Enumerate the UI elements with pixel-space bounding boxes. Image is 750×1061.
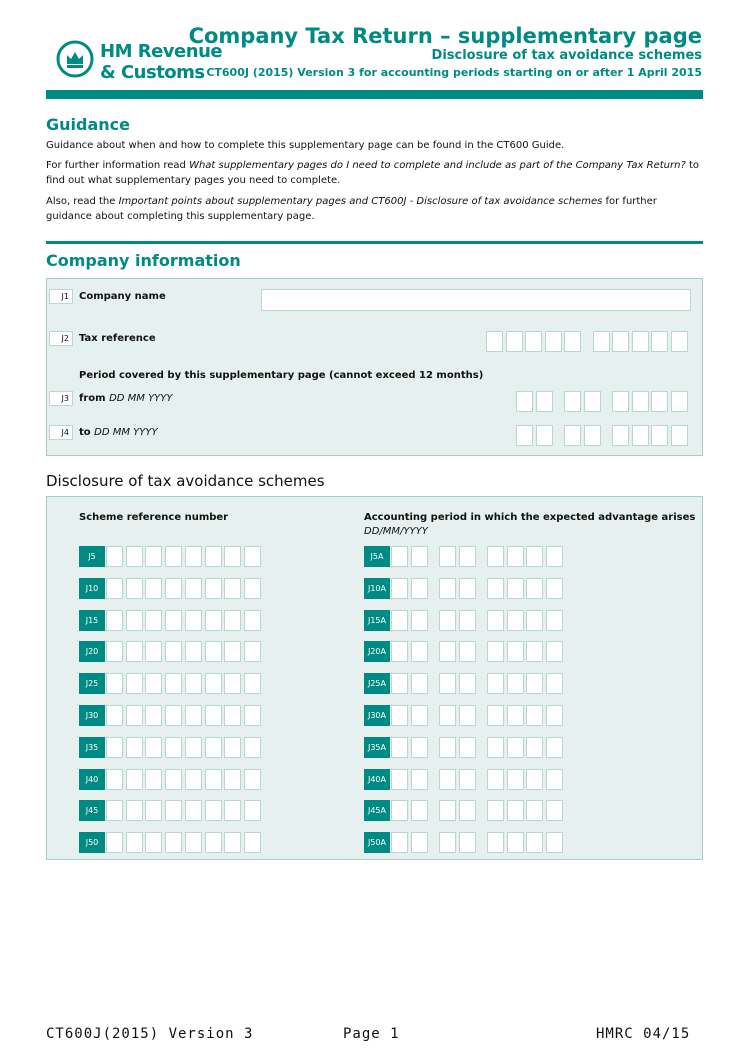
accounting-period-digit-box[interactable] [439, 832, 456, 853]
scheme-ref-digit-box[interactable] [244, 800, 261, 821]
accounting-period-digit-box[interactable] [411, 705, 428, 726]
disclosure-heading: Disclosure of tax avoidance schemes [46, 472, 325, 490]
date-from-digit-box[interactable] [564, 391, 581, 412]
scheme-ref-digit-box[interactable] [185, 610, 202, 631]
scheme-ref-digit-box[interactable] [185, 705, 202, 726]
period-covered-label: Period covered by this supplementary page (cannot exceed 12 months) [79, 370, 484, 381]
accounting-period-digit-box[interactable] [439, 546, 456, 567]
scheme-ref-digit-box[interactable] [185, 578, 202, 599]
scheme-ref-digit-box[interactable] [145, 832, 162, 853]
scheme-ref-tag: J50 [79, 832, 105, 853]
accounting-period-digit-box[interactable] [439, 578, 456, 599]
accounting-period-digit-box[interactable] [526, 737, 543, 758]
scheme-ref-digit-box[interactable] [244, 832, 261, 853]
scheme-ref-digit-box[interactable] [205, 578, 222, 599]
scheme-ref-digit-box[interactable] [185, 800, 202, 821]
scheme-ref-digit-box[interactable] [165, 610, 182, 631]
accounting-period-digit-box[interactable] [391, 832, 408, 853]
scheme-ref-digit-box[interactable] [106, 610, 123, 631]
company-info-panel [46, 278, 703, 456]
accounting-period-digit-box[interactable] [526, 578, 543, 599]
accounting-period-digit-box[interactable] [391, 610, 408, 631]
scheme-ref-digit-box[interactable] [165, 705, 182, 726]
tax-reference-digit-box[interactable] [525, 331, 542, 352]
accounting-period-digit-box[interactable] [391, 800, 408, 821]
date-from-digit-box[interactable] [612, 391, 629, 412]
accounting-period-digit-box[interactable] [391, 641, 408, 662]
accounting-period-digit-box[interactable] [391, 546, 408, 567]
accounting-period-digit-box[interactable] [439, 769, 456, 790]
scheme-ref-digit-box[interactable] [185, 546, 202, 567]
date-to-digit-box[interactable] [651, 425, 668, 446]
scheme-ref-digit-box[interactable] [185, 673, 202, 694]
accounting-period-digit-box[interactable] [507, 641, 524, 662]
accounting-period-digit-box[interactable] [487, 705, 504, 726]
accounting-period-digit-box[interactable] [439, 641, 456, 662]
accounting-period-digit-box[interactable] [507, 800, 524, 821]
scheme-ref-digit-box[interactable] [106, 705, 123, 726]
scheme-ref-digit-box[interactable] [205, 737, 222, 758]
scheme-ref-digit-box[interactable] [205, 769, 222, 790]
scheme-ref-digit-box[interactable] [145, 800, 162, 821]
accounting-period-digit-box[interactable] [459, 705, 476, 726]
tax-reference-digit-box[interactable] [545, 331, 562, 352]
accounting-period-digit-box[interactable] [546, 800, 563, 821]
accounting-period-digit-box[interactable] [526, 673, 543, 694]
accounting-period-digit-box[interactable] [391, 737, 408, 758]
scheme-ref-digit-box[interactable] [145, 610, 162, 631]
accounting-period-tag: J45A [364, 800, 390, 821]
footer-hmrc-date: HMRC 04/15 [596, 1026, 691, 1042]
field-tag-j1: J1 [49, 289, 73, 304]
scheme-ref-digit-box[interactable] [224, 737, 241, 758]
scheme-ref-digit-box[interactable] [126, 769, 143, 790]
accounting-period-digit-box[interactable] [487, 769, 504, 790]
accounting-period-digit-box[interactable] [459, 737, 476, 758]
accounting-period-tag: J35A [364, 737, 390, 758]
scheme-ref-digit-box[interactable] [224, 800, 241, 821]
form-version: CT600J (2015) Version 3 for accounting periods starting on or after 1 April 2015 [206, 66, 702, 79]
accounting-period-digit-box[interactable] [487, 800, 504, 821]
scheme-ref-column-label: Scheme reference number [79, 512, 229, 523]
scheme-ref-digit-box[interactable] [165, 578, 182, 599]
accounting-period-column-label: Accounting period in which the expected advantage arises [364, 512, 696, 523]
accounting-period-digit-box[interactable] [487, 641, 504, 662]
tax-reference-digit-box[interactable] [564, 331, 581, 352]
accounting-period-digit-box[interactable] [459, 769, 476, 790]
scheme-ref-digit-box[interactable] [165, 546, 182, 567]
accounting-period-digit-box[interactable] [411, 800, 428, 821]
accounting-period-digit-box[interactable] [546, 673, 563, 694]
scheme-ref-digit-box[interactable] [126, 800, 143, 821]
scheme-ref-tag: J10 [79, 578, 105, 599]
scheme-ref-digit-box[interactable] [244, 737, 261, 758]
scheme-ref-digit-box[interactable] [244, 705, 261, 726]
accounting-period-digit-box[interactable] [507, 546, 524, 567]
accounting-period-digit-box[interactable] [526, 610, 543, 631]
scheme-ref-tag: J20 [79, 641, 105, 662]
accounting-period-digit-box[interactable] [546, 641, 563, 662]
scheme-ref-tag: J45 [79, 800, 105, 821]
accounting-period-tag: J10A [364, 578, 390, 599]
scheme-ref-tag: J35 [79, 737, 105, 758]
scheme-ref-digit-box[interactable] [126, 546, 143, 567]
accounting-period-format: DD/MM/YYYY [364, 526, 428, 537]
accounting-period-tag: J20A [364, 641, 390, 662]
date-to-digit-box[interactable] [671, 425, 688, 446]
form-subtitle: Disclosure of tax avoidance schemes [431, 48, 702, 63]
scheme-ref-digit-box[interactable] [106, 769, 123, 790]
date-to-digit-box[interactable] [536, 425, 553, 446]
section-divider [46, 241, 703, 244]
footer-form-version: CT600J(2015) Version 3 [46, 1026, 254, 1042]
guidance-paragraph-3: Also, read the Important points about supplementary pages and CT600J - Disclosure of tax avoidance schemes for further guidance about completing this supplementary page. [46, 196, 657, 222]
scheme-ref-digit-box[interactable] [145, 641, 162, 662]
logo-text-line2: & Customs [100, 62, 205, 83]
company-name-label: Company name [79, 291, 166, 302]
scheme-ref-digit-box[interactable] [126, 641, 143, 662]
scheme-ref-digit-box[interactable] [165, 673, 182, 694]
date-from-digit-box[interactable] [516, 391, 533, 412]
scheme-ref-digit-box[interactable] [126, 705, 143, 726]
accounting-period-digit-box[interactable] [507, 737, 524, 758]
scheme-ref-digit-box[interactable] [126, 673, 143, 694]
accounting-period-tag: J5A [364, 546, 390, 567]
accounting-period-digit-box[interactable] [507, 705, 524, 726]
accounting-period-digit-box[interactable] [391, 578, 408, 599]
date-to-digit-box[interactable] [632, 425, 649, 446]
accounting-period-digit-box[interactable] [391, 769, 408, 790]
scheme-ref-digit-box[interactable] [224, 610, 241, 631]
accounting-period-digit-box[interactable] [526, 641, 543, 662]
scheme-ref-digit-box[interactable] [145, 705, 162, 726]
accounting-period-digit-box[interactable] [459, 610, 476, 631]
accounting-period-digit-box[interactable] [439, 800, 456, 821]
accounting-period-tag: J30A [364, 705, 390, 726]
field-tag-j4: J4 [49, 425, 73, 440]
scheme-ref-digit-box[interactable] [205, 705, 222, 726]
guidance-paragraph-2: For further information read What supplementary pages do I need to complete and include as part of the Company Tax Return? to find out what supplementary pages you need to complete. [46, 160, 699, 186]
scheme-ref-digit-box[interactable] [145, 737, 162, 758]
accounting-period-digit-box[interactable] [507, 832, 524, 853]
scheme-ref-digit-box[interactable] [126, 610, 143, 631]
accounting-period-digit-box[interactable] [411, 610, 428, 631]
accounting-period-digit-box[interactable] [507, 578, 524, 599]
accounting-period-digit-box[interactable] [487, 610, 504, 631]
accounting-period-digit-box[interactable] [487, 832, 504, 853]
accounting-period-digit-box[interactable] [459, 673, 476, 694]
accounting-period-digit-box[interactable] [459, 578, 476, 599]
scheme-ref-digit-box[interactable] [126, 578, 143, 599]
form-title: Company Tax Return – supplementary page [188, 24, 702, 48]
accounting-period-digit-box[interactable] [546, 705, 563, 726]
scheme-ref-digit-box[interactable] [185, 641, 202, 662]
scheme-ref-digit-box[interactable] [106, 578, 123, 599]
accounting-period-digit-box[interactable] [546, 546, 563, 567]
accounting-period-tag: J50A [364, 832, 390, 853]
scheme-ref-digit-box[interactable] [244, 641, 261, 662]
scheme-ref-tag: J25 [79, 673, 105, 694]
scheme-ref-digit-box[interactable] [185, 769, 202, 790]
scheme-ref-digit-box[interactable] [224, 578, 241, 599]
date-from-digit-box[interactable] [584, 391, 601, 412]
tax-reference-digit-box[interactable] [486, 331, 503, 352]
accounting-period-digit-box[interactable] [411, 832, 428, 853]
accounting-period-digit-box[interactable] [487, 737, 504, 758]
accounting-period-digit-box[interactable] [439, 610, 456, 631]
scheme-ref-digit-box[interactable] [185, 832, 202, 853]
scheme-ref-digit-box[interactable] [244, 578, 261, 599]
scheme-ref-digit-box[interactable] [165, 737, 182, 758]
date-from-digit-box[interactable] [651, 391, 668, 412]
scheme-ref-digit-box[interactable] [205, 546, 222, 567]
scheme-ref-digit-box[interactable] [244, 673, 261, 694]
accounting-period-tag: J40A [364, 769, 390, 790]
tax-reference-digit-box[interactable] [593, 331, 610, 352]
accounting-period-digit-box[interactable] [439, 705, 456, 726]
period-to-label: to DD MM YYYY [79, 427, 158, 438]
scheme-ref-digit-box[interactable] [244, 610, 261, 631]
scheme-ref-digit-box[interactable] [106, 673, 123, 694]
scheme-ref-digit-box[interactable] [145, 546, 162, 567]
date-to-digit-box[interactable] [564, 425, 581, 446]
accounting-period-digit-box[interactable] [546, 578, 563, 599]
scheme-ref-digit-box[interactable] [106, 800, 123, 821]
disclosure-panel [46, 496, 703, 860]
scheme-ref-digit-box[interactable] [244, 769, 261, 790]
scheme-ref-digit-box[interactable] [165, 641, 182, 662]
scheme-ref-digit-box[interactable] [224, 546, 241, 567]
accounting-period-digit-box[interactable] [546, 769, 563, 790]
scheme-ref-digit-box[interactable] [205, 641, 222, 662]
scheme-ref-digit-box[interactable] [145, 769, 162, 790]
accounting-period-digit-box[interactable] [459, 832, 476, 853]
accounting-period-digit-box[interactable] [526, 705, 543, 726]
scheme-ref-digit-box[interactable] [205, 800, 222, 821]
scheme-ref-digit-box[interactable] [224, 673, 241, 694]
accounting-period-tag: J15A [364, 610, 390, 631]
scheme-ref-digit-box[interactable] [224, 641, 241, 662]
tax-reference-digit-box[interactable] [612, 331, 629, 352]
scheme-ref-digit-box[interactable] [106, 832, 123, 853]
crown-crest-icon [56, 40, 94, 78]
accounting-period-digit-box[interactable] [546, 737, 563, 758]
date-to-digit-box[interactable] [584, 425, 601, 446]
accounting-period-digit-box[interactable] [411, 737, 428, 758]
scheme-ref-tag: J40 [79, 769, 105, 790]
accounting-period-digit-box[interactable] [487, 673, 504, 694]
accounting-period-digit-box[interactable] [411, 769, 428, 790]
footer-page-number: Page 1 [343, 1026, 400, 1042]
accounting-period-tag: J25A [364, 673, 390, 694]
accounting-period-digit-box[interactable] [439, 673, 456, 694]
accounting-period-digit-box[interactable] [526, 769, 543, 790]
scheme-ref-digit-box[interactable] [185, 737, 202, 758]
scheme-ref-digit-box[interactable] [224, 832, 241, 853]
date-to-digit-box[interactable] [612, 425, 629, 446]
header-bar [46, 90, 703, 99]
accounting-period-digit-box[interactable] [459, 800, 476, 821]
accounting-period-digit-box[interactable] [459, 546, 476, 567]
accounting-period-digit-box[interactable] [507, 673, 524, 694]
scheme-ref-digit-box[interactable] [126, 832, 143, 853]
company-name-input[interactable] [261, 289, 691, 311]
accounting-period-digit-box[interactable] [411, 546, 428, 567]
logo-text-line1: HM Revenue [100, 41, 223, 62]
accounting-period-digit-box[interactable] [411, 641, 428, 662]
accounting-period-digit-box[interactable] [526, 832, 543, 853]
scheme-ref-digit-box[interactable] [126, 737, 143, 758]
scheme-ref-digit-box[interactable] [244, 546, 261, 567]
tax-reference-digit-box[interactable] [671, 331, 688, 352]
guidance-paragraph-1: Guidance about when and how to complete this supplementary page can be found in the CT600 Guide. [46, 140, 565, 151]
accounting-period-digit-box[interactable] [546, 832, 563, 853]
accounting-period-digit-box[interactable] [526, 800, 543, 821]
scheme-ref-digit-box[interactable] [205, 673, 222, 694]
tax-reference-digit-box[interactable] [632, 331, 649, 352]
accounting-period-digit-box[interactable] [439, 737, 456, 758]
tax-reference-label: Tax reference [79, 333, 156, 344]
guidance-heading: Guidance [46, 115, 130, 134]
scheme-ref-digit-box[interactable] [224, 769, 241, 790]
scheme-ref-digit-box[interactable] [165, 769, 182, 790]
accounting-period-digit-box[interactable] [411, 578, 428, 599]
accounting-period-digit-box[interactable] [526, 546, 543, 567]
scheme-ref-tag: J5 [79, 546, 105, 567]
scheme-ref-digit-box[interactable] [106, 737, 123, 758]
accounting-period-digit-box[interactable] [546, 610, 563, 631]
scheme-ref-digit-box[interactable] [205, 832, 222, 853]
scheme-ref-digit-box[interactable] [145, 673, 162, 694]
field-tag-j3: J3 [49, 391, 73, 406]
period-from-label: from DD MM YYYY [79, 393, 173, 404]
scheme-ref-tag: J15 [79, 610, 105, 631]
field-tag-j2: J2 [49, 331, 73, 346]
accounting-period-digit-box[interactable] [507, 769, 524, 790]
scheme-ref-digit-box[interactable] [106, 546, 123, 567]
scheme-ref-digit-box[interactable] [224, 705, 241, 726]
accounting-period-digit-box[interactable] [411, 673, 428, 694]
accounting-period-digit-box[interactable] [487, 578, 504, 599]
scheme-ref-digit-box[interactable] [145, 578, 162, 599]
scheme-ref-digit-box[interactable] [205, 610, 222, 631]
tax-reference-digit-box[interactable] [651, 331, 668, 352]
scheme-ref-digit-box[interactable] [165, 832, 182, 853]
company-info-heading: Company information [46, 251, 241, 270]
scheme-ref-digit-box[interactable] [106, 641, 123, 662]
date-from-digit-box[interactable] [536, 391, 553, 412]
date-from-digit-box[interactable] [632, 391, 649, 412]
accounting-period-digit-box[interactable] [391, 673, 408, 694]
scheme-ref-digit-box[interactable] [165, 800, 182, 821]
scheme-ref-tag: J30 [79, 705, 105, 726]
date-from-digit-box[interactable] [671, 391, 688, 412]
tax-reference-digit-box[interactable] [506, 331, 523, 352]
accounting-period-digit-box[interactable] [391, 705, 408, 726]
accounting-period-digit-box[interactable] [487, 546, 504, 567]
date-to-digit-box[interactable] [516, 425, 533, 446]
accounting-period-digit-box[interactable] [459, 641, 476, 662]
accounting-period-digit-box[interactable] [507, 610, 524, 631]
